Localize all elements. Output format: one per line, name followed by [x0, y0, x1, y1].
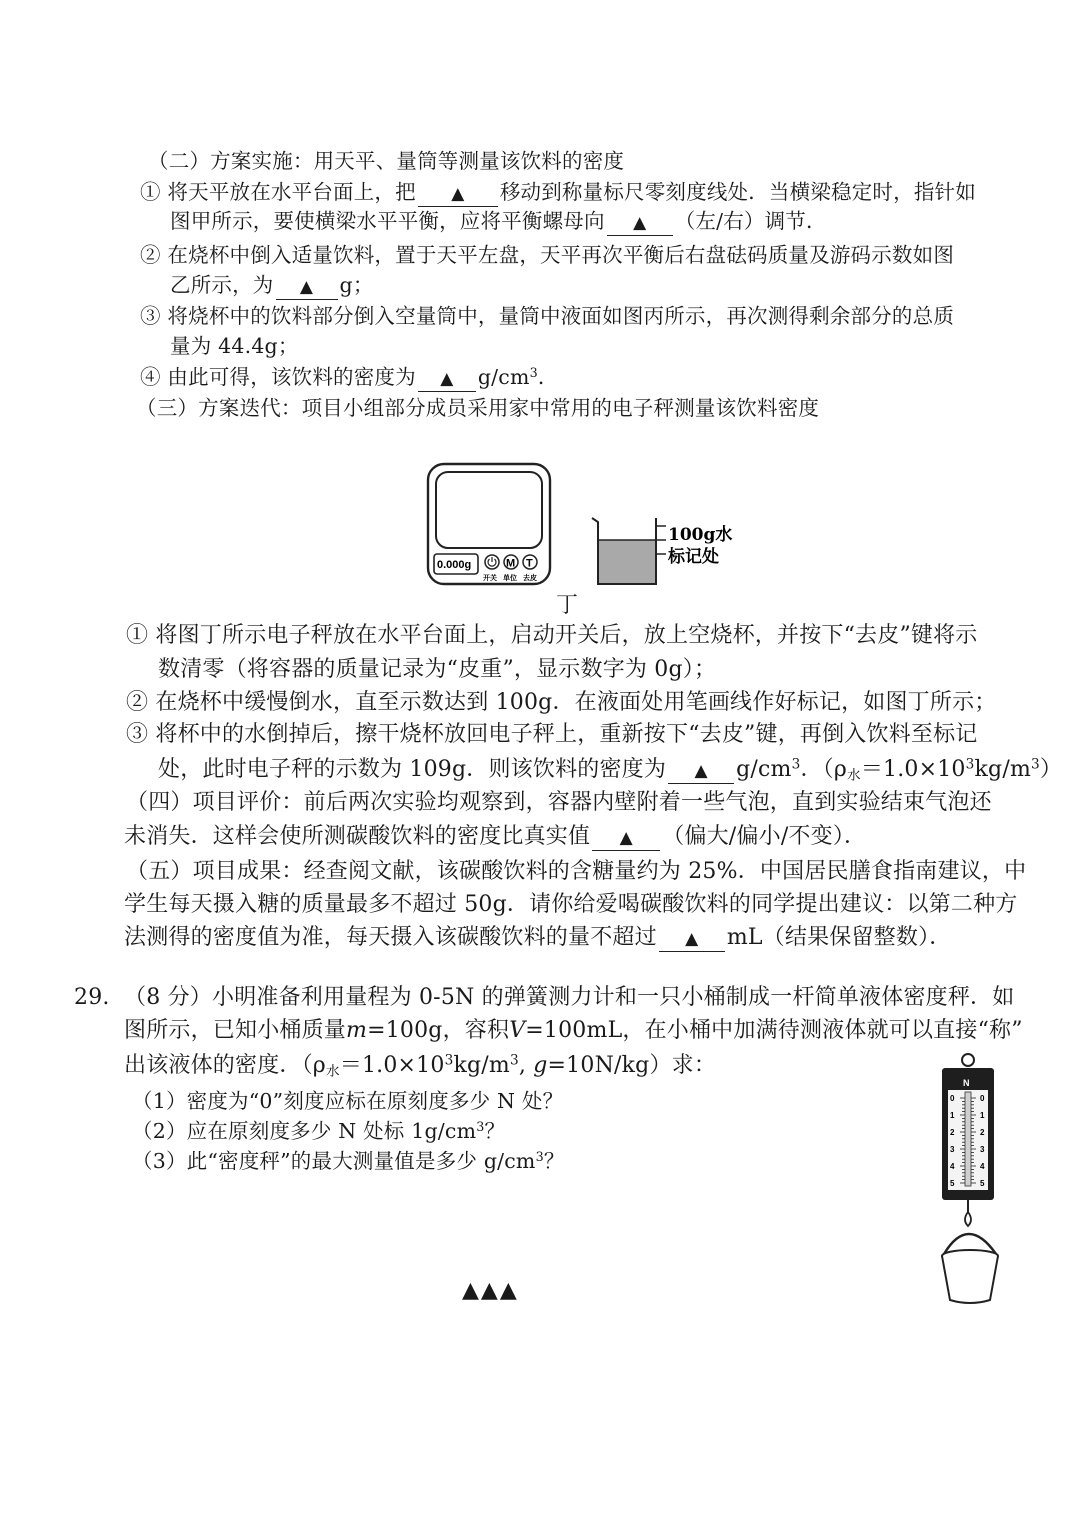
text: ＝1.0×10 [339, 1053, 445, 1078]
question-29-sub1: （1）密度为“0”刻度应标在原刻度多少 N 处？ [132, 1089, 564, 1113]
figure-ding-electronic-scale [420, 460, 740, 590]
answer-blank[interactable] [418, 180, 498, 207]
section5-line2: 学生每天摄入糖的质量最多不超过 50g．请你给爱喝碳酸饮料的同学提出建议：以第二种方 [124, 892, 1018, 917]
scale-spring-track [965, 1092, 971, 1186]
var-v: V [509, 1018, 526, 1043]
scale-tick-label-right: 2 [980, 1128, 985, 1137]
scale-tick-label-left: 3 [950, 1145, 955, 1154]
sup: 3 [509, 1052, 519, 1069]
answer-blank[interactable] [276, 273, 338, 300]
text: （左/右）调节． [674, 209, 827, 233]
text: ＝1.0×10 [860, 757, 966, 782]
blank-triangle: ▲ [694, 761, 708, 781]
question-29-line3 [124, 1051, 716, 1081]
tare-button-letter: T [526, 557, 533, 570]
bucket-body [942, 1256, 998, 1303]
section4-line2 [124, 822, 866, 852]
section3-step1-line1: ① 将图丁所示电子秤放在水平台面上，启动开关后，放上空烧杯，并按下“去皮”键将示 [126, 623, 978, 648]
scale-tick-label-left: 1 [950, 1111, 955, 1120]
text: 未消失．这样会使所测碳酸饮料的密度比真实值 [124, 824, 591, 849]
text: ？ [484, 1119, 506, 1143]
figure-ding-caption: 丁 [556, 593, 579, 618]
text: 出该液体的密度．（ρ [124, 1053, 326, 1078]
section2-step3-line1: ③ 将烧杯中的饮料部分倒入空量筒中，量筒中液面如图丙所示，再次测得剩余部分的总质 [140, 304, 955, 328]
bucket [942, 1234, 998, 1303]
question-29-sub3 [132, 1146, 565, 1176]
question-29-sub2 [132, 1116, 505, 1146]
section2-step2-line2 [170, 270, 374, 300]
sup: 3 [791, 756, 801, 773]
scale-buttons [483, 555, 537, 582]
section5-line3 [124, 923, 951, 953]
blank-triangle: ▲ [299, 277, 314, 297]
unit: kg/m [974, 757, 1032, 782]
text: （3）此“密度秤”的最大测量值是多少 g/cm [132, 1149, 536, 1173]
scale-tick-label-right: 0 [980, 1094, 985, 1103]
top-ring [962, 1054, 974, 1066]
beaker-label-line1: 100g水 [668, 525, 733, 545]
blank-triangle: ▲ [633, 213, 647, 233]
scale-tick-label-right: 3 [980, 1145, 985, 1154]
text: 图甲所示，要使横梁水平平衡，应将平衡螺母向 [170, 209, 605, 233]
section3-step2: ② 在烧杯中缓慢倒水，直至示数达到 100g．在液面处用笔画线作好标记，如图丁所示； [126, 690, 997, 715]
text: 处，此时电子秤的示数为 109g．则该饮料的密度为 [158, 757, 667, 782]
text: 乙所示，为 [170, 273, 274, 297]
blank-triangle: ▲ [451, 184, 465, 204]
text: ） [1039, 757, 1063, 782]
answer-blank[interactable] [592, 825, 660, 851]
sup: 3 [535, 1149, 544, 1165]
scale-tick-label-left: 5 [950, 1179, 955, 1188]
sup: 3 [965, 756, 975, 773]
text: ④ 由此可得，该饮料的密度为 [140, 365, 416, 389]
scale-tick-label-right: 4 [980, 1162, 985, 1171]
answer-blank[interactable] [668, 758, 734, 784]
section2-step3-line2: 量为 44.4g； [170, 334, 299, 358]
scale-unit-letter: N [963, 1078, 970, 1088]
scale-display-text: 0.000g [437, 559, 472, 571]
text: mL（结果保留整数）． [726, 925, 952, 950]
beaker-liquid [598, 540, 656, 584]
section5-line1: （五）项目成果：经查阅文献，该碳酸饮料的含糖量约为 25%．中国居民膳食指南建议，中 [126, 859, 1027, 884]
text: ① 将天平放在水平台面上，把 [140, 180, 416, 204]
tare-button-label: 去皮 [523, 574, 537, 582]
unit: kg/m [453, 1053, 510, 1078]
section3-step3-line1: ③ 将杯中的水倒掉后，擦干烧杯放回电子秤上，重新按下“去皮”键，再倒入饮料至标记 [126, 722, 978, 747]
text: （2）应在原刻度多少 N 处标 1g/cm [132, 1119, 477, 1143]
answer-blank[interactable] [659, 926, 725, 952]
answer-blank[interactable] [418, 365, 476, 392]
question-29-line2 [124, 1016, 1023, 1046]
scale-tick-label-left: 4 [950, 1162, 955, 1171]
text: （偏大/偏小/不变）． [662, 824, 867, 849]
text: =10N/kg）求： [547, 1053, 717, 1078]
sub: 水 [325, 1063, 340, 1080]
text: g； [339, 273, 374, 297]
section3-step3-line2 [158, 755, 1062, 785]
question-29-line1: （8 分）小明准备利用量程为 0-5N 的弹簧测力计和一只小桶制成一杆简单液体密度秤．如 [124, 985, 1015, 1010]
scale-display [434, 554, 478, 574]
unit: g/cm [736, 757, 792, 782]
power-button-label: 开关 [483, 574, 497, 582]
beaker [592, 518, 732, 584]
text: 图所示，已知小桶质量 [124, 1018, 347, 1043]
unit-button-letter: M [506, 557, 516, 570]
var-m: m [346, 1018, 368, 1043]
spring-scale [942, 1054, 994, 1226]
hook-icon [965, 1212, 971, 1226]
answer-blank[interactable] [607, 209, 673, 236]
section3-step1-line2: 数清零（将容器的质量记录为“皮重”，显示数字为 0g）； [158, 657, 717, 682]
text: ？ [543, 1149, 565, 1173]
section2-heading: （二）方案实施：用天平、量筒等测量该饮料的密度 [148, 149, 625, 173]
text: , [518, 1053, 527, 1078]
sub: 水 [846, 767, 861, 784]
text: 法测得的密度值为准，每天摄入该碳酸饮料的量不超过 [124, 925, 657, 950]
section2-step1-line2 [170, 206, 827, 236]
blank-triangle: ▲ [685, 929, 699, 949]
section4-line1: （四）项目评价：前后两次实验均观察到，容器内壁附着一些气泡，直到实验结束气泡还 [126, 790, 992, 815]
scale-tick-label-left: 2 [950, 1128, 955, 1137]
sup: 3 [1031, 756, 1040, 773]
sup: 3 [529, 365, 538, 381]
sup: 3 [476, 1119, 485, 1135]
text: ． [537, 365, 559, 389]
section2-step2-line1: ② 在烧杯中倒入适量饮料，置于天平左盘，天平再次平衡后右盘砝码质量及游码示数如图 [140, 243, 955, 267]
blank-triangle: ▲ [440, 369, 454, 389]
text: ．（ρ [800, 757, 847, 782]
text: 移动到称量标尺零刻度线处．当横梁稳定时，指针如 [499, 180, 976, 204]
var-g: g [533, 1053, 548, 1078]
section2-step4 [140, 362, 559, 392]
beaker-label-line2: 标记处 [668, 547, 719, 567]
unit: g/cm [477, 365, 530, 389]
text: =100g，容积 [367, 1018, 510, 1043]
section3-heading: （三）方案迭代：项目小组部分成员采用家中常用的电子秤测量该饮料密度 [136, 396, 820, 420]
scale-tick-label-right: 5 [980, 1179, 985, 1188]
unit-button-label: 单位 [503, 574, 517, 582]
end-marks: ▲▲▲ [462, 1278, 519, 1303]
section2-step1-line1 [140, 177, 976, 207]
question-29-number: 29. [74, 985, 110, 1010]
figure-spring-scale-with-bucket [930, 1050, 1010, 1310]
scale-tick-label-right: 1 [980, 1111, 985, 1120]
blank-triangle: ▲ [619, 828, 633, 848]
sup: 3 [444, 1052, 454, 1069]
text: =100mL，在小桶中加满待测液体就可以直接“称” [525, 1018, 1023, 1043]
scale-tick-label-left: 0 [950, 1094, 955, 1103]
